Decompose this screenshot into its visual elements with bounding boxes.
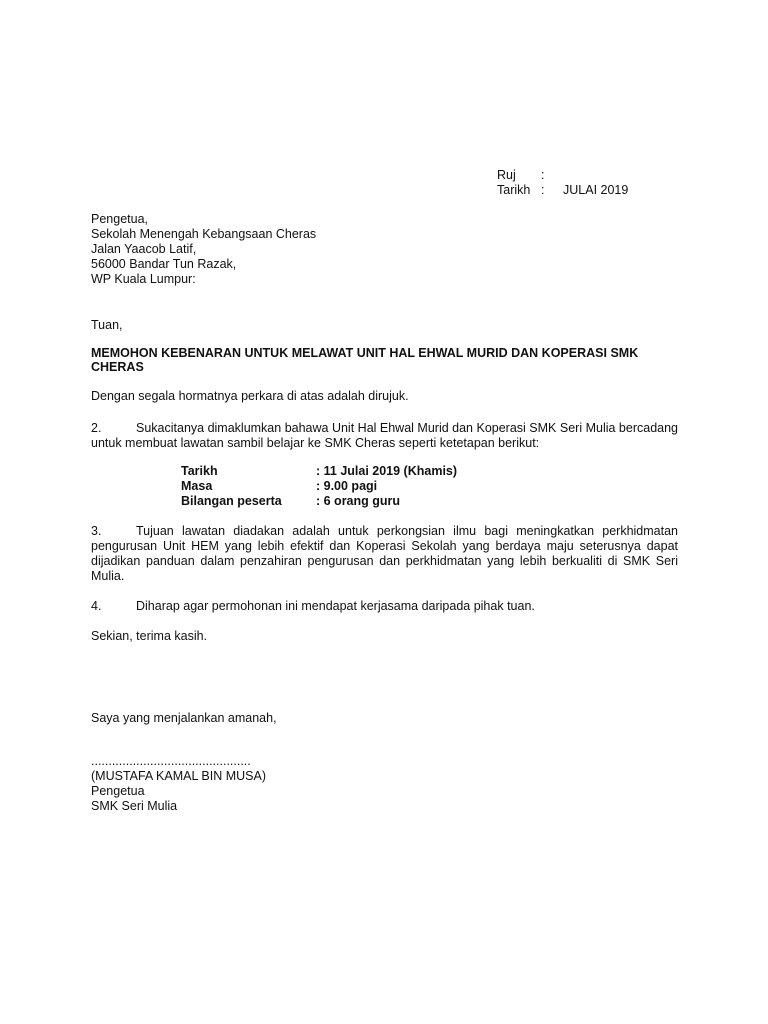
paragraph-2 (91, 421, 678, 451)
signatory-name: (MUSTAFA KAMAL BIN MUSA) (91, 769, 267, 783)
recipient-line: Sekolah Menengah Kebangsaan Cheras (91, 227, 317, 241)
detail-label: Masa (181, 479, 213, 493)
recipient-line: WP Kuala Lumpur: (91, 272, 196, 286)
paragraph-text: Tujuan lawatan diadakan adalah untuk perkongsian ilmu bagi meningkatkan perkhidmatan pengurusan Unit HEM yang lebih efektif dan Koperasi Sekolah yang berdaya maju seterusnya dapat dijadikan panduan dalam penzahiran pengurusan dan perkhidmatan yang lebih berkualiti di SMK Seri Mulia. (91, 524, 678, 583)
signature-line: .............................................. (91, 754, 251, 768)
paragraph-3 (91, 524, 678, 584)
reference-paragraph: Dengan segala hormatnya perkara di atas adalah dirujuk. (91, 389, 409, 403)
salutation: Tuan, (91, 318, 123, 332)
detail-row (181, 464, 457, 479)
detail-value: : 9.00 pagi (316, 479, 378, 493)
recipient-address (91, 212, 316, 287)
amanah-line: Saya yang menjalankan amanah, (91, 711, 277, 725)
tarikh-value: JULAI 2019 (563, 183, 629, 197)
paragraph-4 (91, 599, 678, 614)
paragraph-number: 3. (91, 524, 102, 538)
signatory-school: SMK Seri Mulia (91, 799, 178, 813)
detail-row (181, 494, 457, 509)
ref-tarikh-row (497, 183, 628, 198)
visit-details (181, 464, 457, 509)
tarikh-label: Tarikh (497, 183, 531, 197)
detail-row (181, 479, 457, 494)
closing-line: Sekian, terima kasih. (91, 629, 208, 643)
ruj-label: Ruj (497, 168, 516, 182)
recipient-line: 56000 Bandar Tun Razak, (91, 257, 237, 271)
ruj-colon: : (541, 168, 545, 182)
paragraph-text: Sukacitanya dimaklumkan bahawa Unit Hal Ehwal Murid dan Koperasi SMK Seri Mulia bercadang untuk membuat lawatan sambil belajar ke SMK Cheras seperti ketetapan berikut: (91, 421, 678, 450)
tarikh-colon: : (541, 183, 545, 197)
detail-value: : 11 Julai 2019 (Khamis) (316, 464, 458, 478)
subject-heading: MEMOHON KEBENARAN UNTUK MELAWAT UNIT HAL EHWAL MURID DAN KOPERASI SMK CHERAS (91, 346, 639, 374)
paragraph-number: 2. (91, 421, 102, 435)
signature-block (91, 754, 266, 814)
ref-ruj-row (497, 168, 628, 183)
detail-label: Bilangan peserta (181, 494, 282, 508)
recipient-line: Pengetua, (91, 212, 148, 226)
paragraph-number: 4. (91, 599, 102, 613)
detail-label: Tarikh (181, 464, 218, 478)
reference-block (497, 168, 628, 198)
recipient-line: Jalan Yaacob Latif, (91, 242, 197, 256)
signatory-title: Pengetua (91, 784, 145, 798)
detail-value: : 6 orang guru (316, 494, 401, 508)
paragraph-text: Diharap agar permohonan ini mendapat kerjasama daripada pihak tuan. (136, 599, 535, 613)
